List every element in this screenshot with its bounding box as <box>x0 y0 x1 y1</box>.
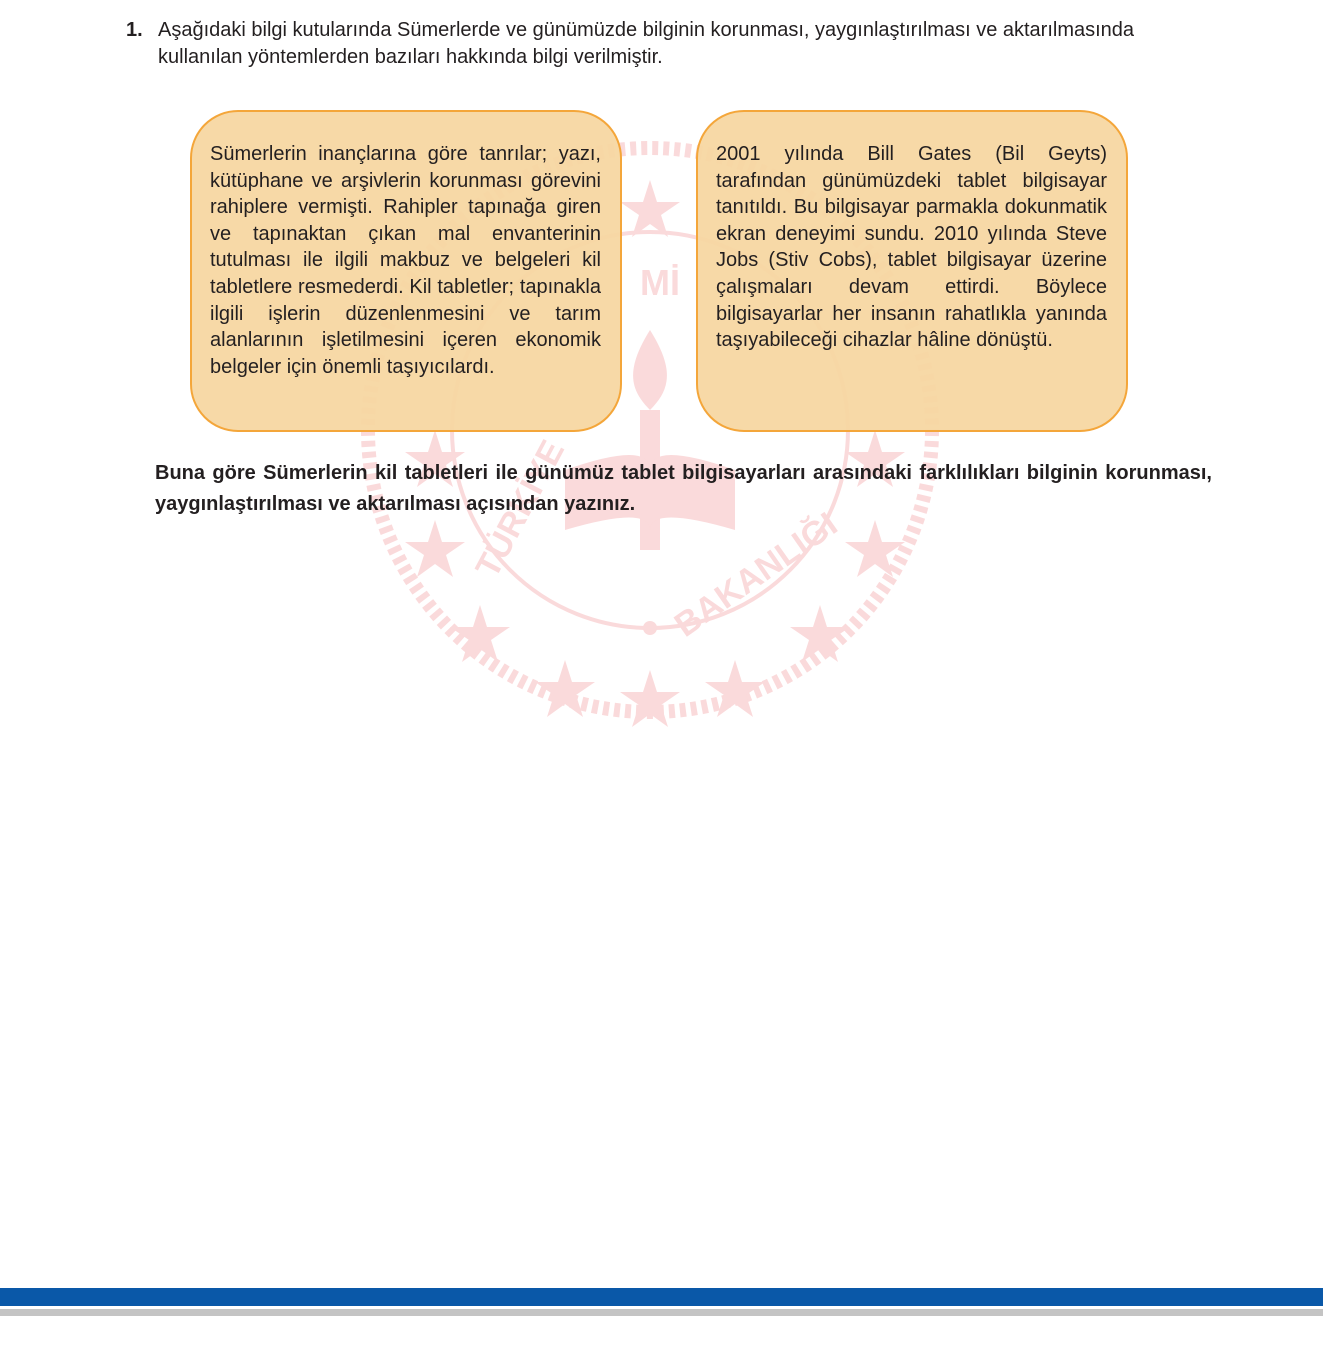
info-box-text: Sümerlerin inançlarına göre tanrılar; yazı, kütüphane ve arşivlerin korunması görevini rahiplere vermişti. Rahipler tapınağa giren ve tapınaktan çıkan mal envanterinin tutulması ile ilgili makbuz ve belgeleri kil tabletlere resmederdi. Kil tabletler; tapınakla ilgili işlerin düzenlenmesini ve tarım alanlarının işletilmesini içeren ekonomik belgeler için önemli taşıyıcılardı. <box>210 143 601 378</box>
question-number: 1. <box>126 19 143 41</box>
info-box-text: 2001 yılında Bill Gates (Bil Geyts) tarafından günümüzdeki tablet bilgisayar tanıtıldı. Bu bilgisayar parmakla dokunmatik ekran deneyimi sundu. 2010 yılında Steve Jobs (Stiv Cobs), tablet bilgisayar üzerine çalışmaları devam ettirdi. Böylece bilgisayarlar her insanın rahatlıkla yanında taşıyabileceği cihazlar hâline dönüştü. <box>716 143 1107 352</box>
watermark-text-left: TÜRKİYE <box>468 434 573 584</box>
watermark-text-top: Mİ <box>640 262 680 303</box>
info-box-sumerians <box>190 110 622 432</box>
footer-blue-bar <box>0 1288 1323 1306</box>
watermark-text-bottom: BAKANLIĞI <box>667 505 845 645</box>
question-text: Aşağıdaki bilgi kutularında Sümerlerde ve günümüzde bilginin korunması, yaygınlaştırılması ve aktarılmasında kullanılan yöntemlerden bazıları hakkında bilgi verilmiştir. <box>158 19 1135 68</box>
footer-gray-bar <box>0 1309 1323 1316</box>
info-box-tablet-computers <box>696 110 1128 432</box>
prompt-text: Buna göre Sümerlerin kil tabletleri ile günümüz tablet bilgisayarları arasındaki farklılıkları bilginin korunması, yaygınlaştırılması ve aktarılması açısından yazınız. <box>155 462 1212 515</box>
question-stem <box>126 17 1216 71</box>
question-prompt <box>155 458 1212 520</box>
